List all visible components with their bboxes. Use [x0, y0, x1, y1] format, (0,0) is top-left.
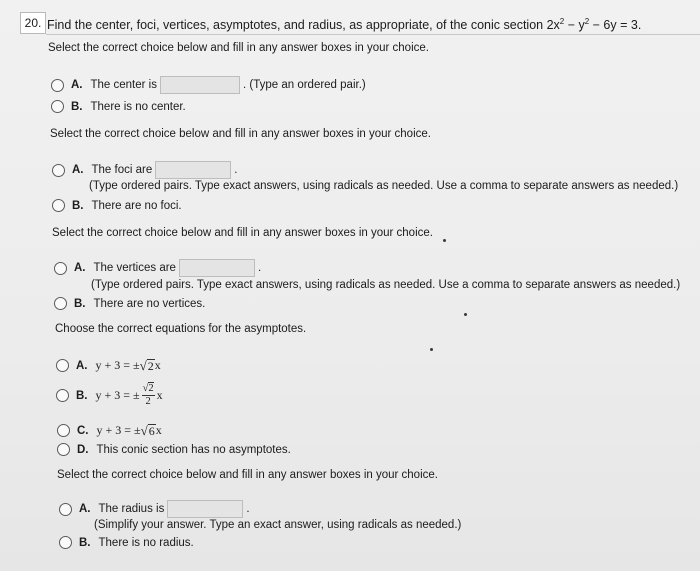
radio-button[interactable] [54, 262, 67, 275]
screen-speck [464, 313, 467, 316]
radius-answer-box[interactable] [167, 500, 243, 518]
foci-hint: (Type ordered pairs. Type exact answers, using radicals as needed. Use a comma to separate answers as needed.) [89, 180, 679, 192]
foci-answer-box[interactable] [155, 161, 231, 179]
foci-instruction: Select the correct choice below and fill in any answer boxes in your choice. [50, 128, 431, 140]
sqrt-icon: √ [140, 423, 148, 438]
sqrt-icon: √ [142, 383, 149, 394]
radio-button[interactable] [56, 359, 69, 372]
vertices-option-a[interactable]: A. The vertices are . [54, 259, 261, 277]
radical: √ 6 [140, 423, 155, 438]
center-instruction: Select the correct choice below and fill in any answer boxes in your choice. [48, 42, 429, 54]
asymptote-option-b[interactable]: B. y + 3 = ± $\frac{√2}{2}$ x [56, 383, 163, 408]
vertices-option-b[interactable]: B. There are no vertices. [54, 297, 205, 310]
question-text: Find the center, foci, vertices, asymptotes, and radius, as appropriate, of the conic section $2x^2 - y^2 - 6y = 3$. [47, 17, 642, 33]
radio-button[interactable] [59, 536, 72, 549]
center-answer-box[interactable] [160, 76, 240, 94]
radius-option-a[interactable]: A. The radius is . [59, 500, 250, 518]
asymptote-option-d[interactable]: D. This conic section has no asymptotes. [57, 443, 291, 456]
center-option-b[interactable]: B. There is no center. [51, 100, 186, 113]
radio-button[interactable] [57, 443, 70, 456]
vertices-instruction: Select the correct choice below and fill in any answer boxes in your choice. [52, 227, 433, 239]
radius-hint: (Simplify your answer. Type an exact answer, using radicals as needed.) [94, 519, 462, 531]
radical: √ 2 [139, 358, 154, 373]
radius-instruction: Select the correct choice below and fill in any answer boxes in your choice. [57, 469, 438, 481]
radio-button[interactable] [51, 79, 64, 92]
radio-button[interactable] [52, 199, 65, 212]
vertices-answer-box[interactable] [179, 259, 255, 277]
sqrt-icon: √ [139, 358, 147, 373]
fraction: $\frac{√2}{2}$ [142, 383, 154, 407]
foci-option-b[interactable]: B. There are no foci. [52, 199, 182, 212]
screen-speck [430, 348, 433, 351]
divider [46, 34, 700, 35]
center-option-a[interactable]: A. The center is . (Type an ordered pair.) [51, 76, 366, 94]
asymptotes-instruction: Choose the correct equations for the asymptotes. [55, 323, 307, 335]
question-number: 20. [20, 12, 46, 34]
foci-option-a[interactable]: A. The foci are . [52, 161, 237, 179]
vertices-hint: (Type ordered pairs. Type exact answers, using radicals as needed. Use a comma to separate answers as needed.) [91, 279, 681, 291]
radio-button[interactable] [52, 164, 65, 177]
screen-speck [443, 239, 446, 242]
radio-button[interactable] [54, 297, 67, 310]
radius-option-b[interactable]: B. There is no radius. [59, 536, 194, 549]
radio-button[interactable] [59, 503, 72, 516]
asymptote-option-a[interactable]: A. y + 3 = ± √ 2 x [56, 358, 161, 373]
radio-button[interactable] [51, 100, 64, 113]
radio-button[interactable] [56, 389, 69, 402]
asymptote-option-c[interactable]: C. y + 3 = ± √ 6 x [57, 423, 162, 438]
radio-button[interactable] [57, 424, 70, 437]
